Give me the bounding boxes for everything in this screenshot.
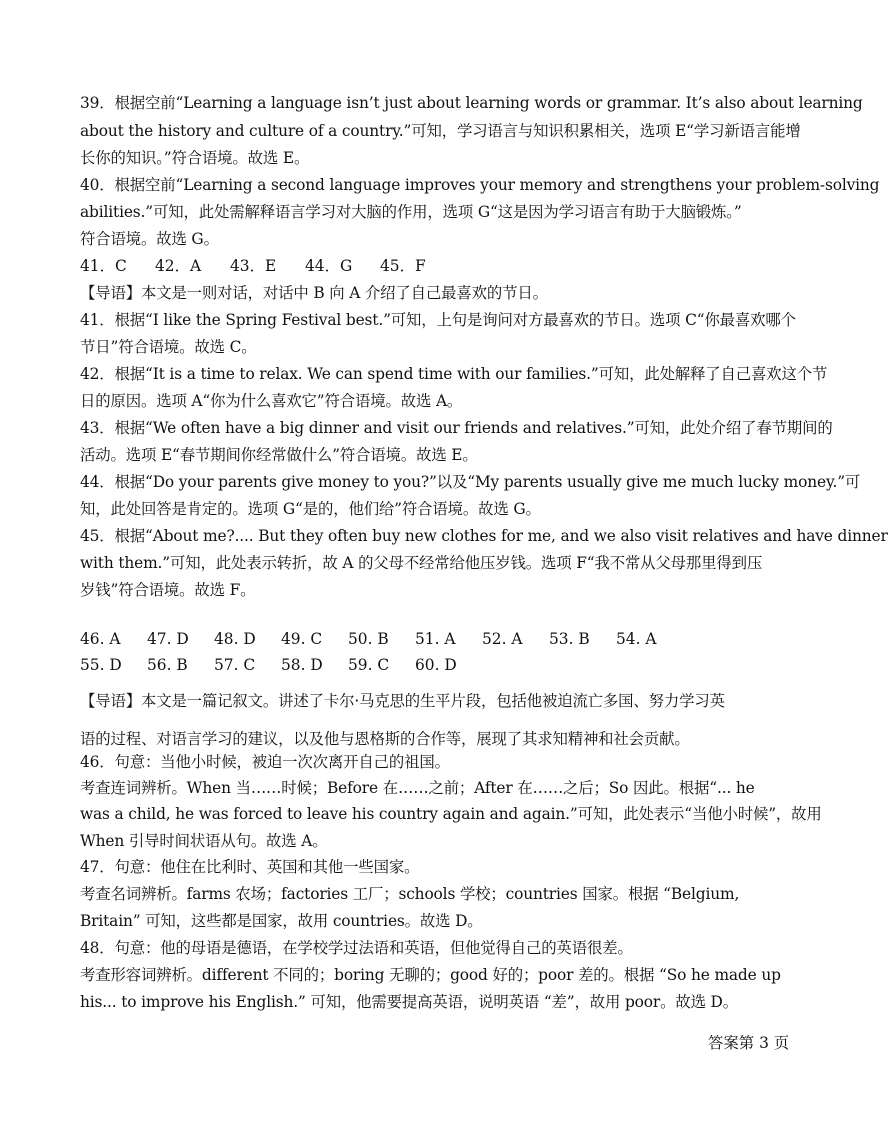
q48-line-1: 48．句意：他的母语是德语，在学校学过法语和英语，但他觉得自己的英语很差。	[80, 939, 633, 957]
passage-c-guide-line-1: 【导语】本文是一篇记叙文。讲述了卡尔·马克思的生平片段，包括他被迫流亡多国、努力学习英	[80, 692, 725, 710]
q43-line-2: 活动。选项 E“春节期间你经常做什么”符合语境。故选 E。	[80, 446, 478, 464]
q42-line-1: 42．根据“It is a time to relax. We can spend time with our families.”可知，此处解释了自己喜欢这个节	[80, 365, 828, 383]
q47-line-1: 47．句意：他住在比利时、英国和其他一些国家。	[80, 858, 420, 876]
q47-line-2: 考查名词辨析。farms 农场；factories 工厂；schools 学校；countries 国家。根据 “Belgium,	[80, 885, 740, 903]
passage-b-guide: 【导语】本文是一则对话，对话中 B 向 A 介绍了自己最喜欢的节日。	[80, 284, 548, 302]
answer-41: 41．C	[80, 257, 127, 275]
answer-44: 44．G	[305, 257, 353, 275]
q40-line-3: 符合语境。故选 G。	[80, 230, 219, 248]
q48-line-3: his... to improve his English.” 可知，他需要提高英语，说明英语 “差”，故用 poor。故选 D。	[80, 993, 738, 1011]
q41-line-2: 节日”符合语境。故选 C。	[80, 338, 257, 356]
answer-58: 58. D	[281, 656, 323, 674]
answer-55: 55. D	[80, 656, 122, 674]
q39-line-3: 长你的知识。”符合语境。故选 E。	[80, 149, 310, 167]
passage-c-guide-line-2: 语的过程、对语言学习的建议，以及他与恩格斯的合作等，展现了其求知精神和社会贡献。	[80, 730, 690, 748]
answer-56: 56. B	[147, 656, 188, 674]
page-footer: 答案第 3 页	[708, 1034, 790, 1052]
q44-line-1: 44．根据“Do your parents give money to you?”以及“My parents usually give me much lucky money.”可	[80, 473, 861, 491]
q45-line-2: with them.”可知，此处表示转折，故 A 的父母不经常给他压岁钱。选项 F“我不常从父母那里得到压	[80, 554, 763, 572]
answer-47: 47. D	[147, 630, 189, 648]
q40-line-2: abilities.”可知，此处需解释语言学习对大脑的作用，选项 G“这是因为学习语言有助于大脑锻炼。”	[80, 203, 742, 221]
answer-52: 52. A	[482, 630, 523, 648]
answer-60: 60. D	[415, 656, 457, 674]
answer-49: 49. C	[281, 630, 323, 648]
answers-41-45	[80, 255, 455, 277]
answer-53: 53. B	[549, 630, 590, 648]
q45-line-1: 45．根据“About me?.... But they often buy new clothes for me, and we also visit relatives and have dinner	[80, 527, 888, 545]
answer-42: 42．A	[155, 257, 202, 275]
answer-50: 50. B	[348, 630, 389, 648]
q42-line-2: 日的原因。选项 A“你为什么喜欢它”符合语境。故选 A。	[80, 392, 463, 410]
q46-line-1: 46．句意：当他小时候，被迫一次次离开自己的祖国。	[80, 753, 450, 771]
q40-line-1: 40．根据空前“Learning a second language improves your memory and strengthens your problem-solving	[80, 176, 880, 194]
answer-43: 43．E	[230, 257, 277, 275]
q39-line-2: about the history and culture of a country.”可知，学习语言与知识积累相关，选项 E“学习新语言能增	[80, 122, 801, 140]
answer-45: 45．F	[380, 257, 426, 275]
q44-line-2: 知，此处回答是肯定的。选项 G“是的，他们给”符合语境。故选 G。	[80, 500, 541, 518]
q46-line-3: was a child, he was forced to leave his country again and again.”可知，此处表示“当他小时候”，故用	[80, 805, 822, 823]
answer-57: 57. C	[214, 656, 256, 674]
q45-line-3: 岁钱”符合语境。故选 F。	[80, 581, 256, 599]
answer-48: 48. D	[214, 630, 256, 648]
q46-line-4: When 引导时间状语从句。故选 A。	[80, 832, 328, 850]
q41-line-1: 41．根据“I like the Spring Festival best.”可知，上句是询问对方最喜欢的节日。选项 C“你最喜欢哪个	[80, 311, 796, 329]
answer-59: 59. C	[348, 656, 390, 674]
answer-46: 46. A	[80, 630, 121, 648]
answer-54: 54. A	[616, 630, 657, 648]
q43-line-1: 43．根据“We often have a big dinner and visit our friends and relatives.”可知，此处介绍了春节期间的	[80, 419, 833, 437]
answer-51: 51. A	[415, 630, 456, 648]
q46-line-2: 考查连词辨析。When 当……时候；Before 在……之前；After 在……之后；So 因此。根据“... he	[80, 779, 755, 797]
q39-line-1: 39．根据空前“Learning a language isn’t just about learning words or grammar. It’s also about learning	[80, 94, 863, 112]
q47-line-3: Britain” 可知，这些都是国家，故用 countries。故选 D。	[80, 912, 483, 930]
answers-46-54	[80, 628, 676, 650]
answers-55-60	[80, 654, 475, 676]
q48-line-2: 考查形容词辨析。different 不同的；boring 无聊的；good 好的；poor 差的。根据 “So he made up	[80, 966, 781, 984]
